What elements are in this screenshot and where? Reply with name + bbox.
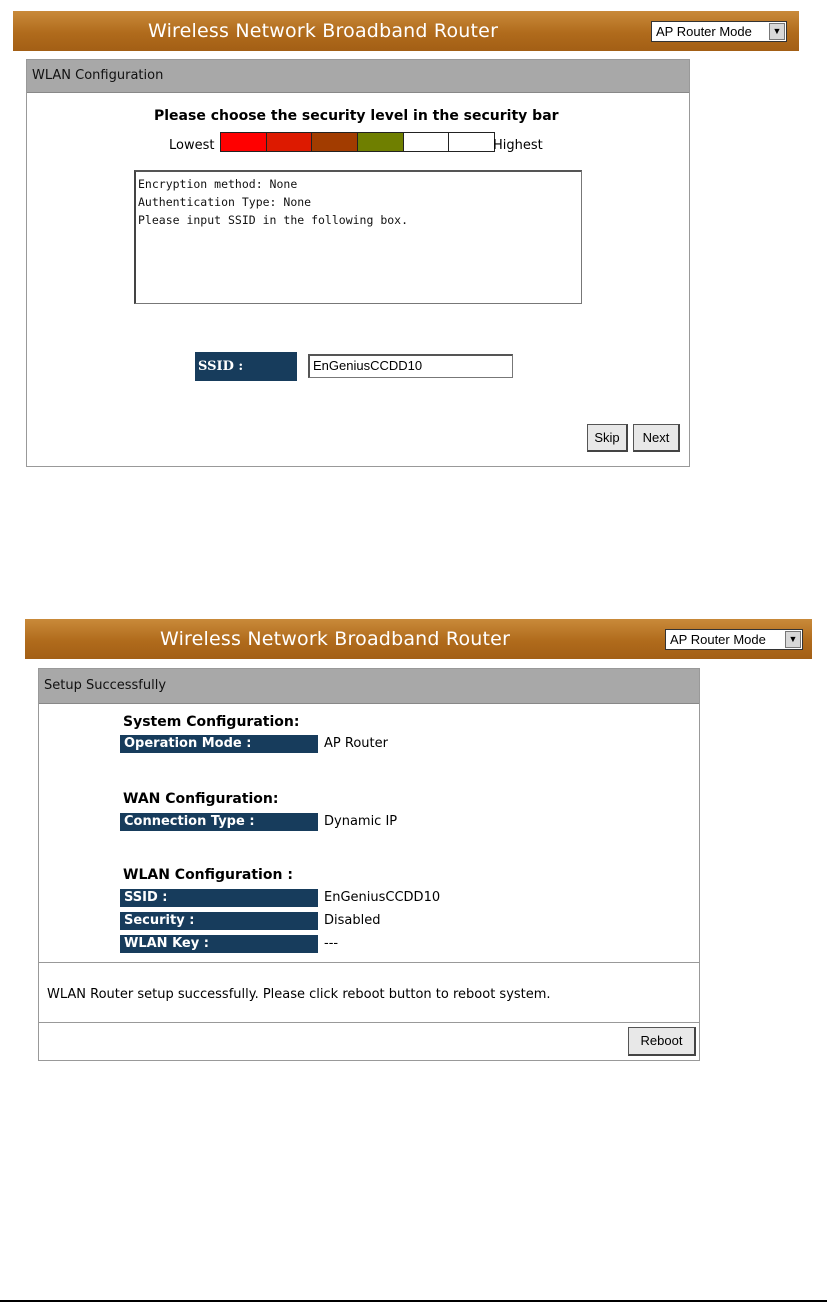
reboot-button[interactable]: Reboot bbox=[628, 1027, 696, 1056]
operation-mode-label: Operation Mode : bbox=[120, 735, 318, 753]
system-config-title: System Configuration: bbox=[123, 714, 300, 730]
security-level-3[interactable] bbox=[312, 133, 358, 151]
dropdown-arrow-icon[interactable]: ▼ bbox=[785, 631, 801, 648]
security-level-5[interactable] bbox=[404, 133, 450, 151]
security-level-2[interactable] bbox=[267, 133, 313, 151]
security-level-bar[interactable] bbox=[220, 132, 495, 152]
mode-select-value: AP Router Mode bbox=[656, 24, 752, 39]
wan-config-title: WAN Configuration: bbox=[123, 791, 279, 807]
mode-select-value: AP Router Mode bbox=[670, 632, 766, 647]
security-level-1[interactable] bbox=[221, 133, 267, 151]
skip-button[interactable]: Skip bbox=[587, 424, 628, 452]
connection-type-label: Connection Type : bbox=[120, 813, 318, 831]
wlan-key-value: --- bbox=[324, 936, 339, 951]
wlan-key-label: WLAN Key : bbox=[120, 935, 318, 953]
mode-select[interactable] bbox=[651, 21, 787, 42]
bottom-banner bbox=[25, 619, 812, 659]
security-label: Security : bbox=[120, 912, 318, 930]
lowest-label: Lowest bbox=[169, 138, 215, 153]
divider bbox=[39, 962, 699, 963]
wlan-config-title: WLAN Configuration : bbox=[123, 867, 293, 883]
security-message-box bbox=[134, 170, 582, 304]
dropdown-arrow-icon[interactable]: ▼ bbox=[769, 23, 785, 40]
security-value: Disabled bbox=[324, 913, 381, 928]
ssid-label: SSID : bbox=[120, 889, 318, 907]
ssid-input[interactable]: EnGeniusCCDD10 bbox=[308, 354, 513, 378]
message-line: Encryption method: None bbox=[138, 177, 298, 191]
setup-success-panel bbox=[38, 668, 700, 1061]
security-level-4[interactable] bbox=[358, 133, 404, 151]
banner-title: Wireless Network Broadband Router bbox=[148, 20, 499, 42]
page-footer-rule bbox=[0, 1300, 827, 1302]
divider bbox=[39, 1022, 699, 1023]
ssid-value: EnGeniusCCDD10 bbox=[324, 890, 441, 905]
message-line: Authentication Type: None bbox=[138, 195, 312, 209]
setup-success-message: WLAN Router setup successfully. Please click reboot button to reboot system. bbox=[47, 987, 551, 1002]
top-banner bbox=[13, 11, 799, 51]
connection-type-value: Dynamic IP bbox=[324, 814, 398, 829]
banner-title: Wireless Network Broadband Router bbox=[160, 628, 511, 650]
highest-label: Highest bbox=[493, 138, 543, 153]
ssid-label: SSID : bbox=[195, 352, 297, 381]
wlan-config-panel bbox=[26, 59, 690, 467]
wlan-config-header: WLAN Configuration bbox=[27, 60, 689, 93]
security-prompt: Please choose the security level in the security bar bbox=[154, 108, 559, 124]
next-button[interactable]: Next bbox=[633, 424, 680, 452]
security-level-6[interactable] bbox=[449, 133, 494, 151]
message-line: Please input SSID in the following box. bbox=[138, 213, 409, 227]
setup-success-header: Setup Successfully bbox=[39, 669, 699, 704]
mode-select[interactable] bbox=[665, 629, 803, 650]
operation-mode-value: AP Router bbox=[324, 736, 388, 751]
